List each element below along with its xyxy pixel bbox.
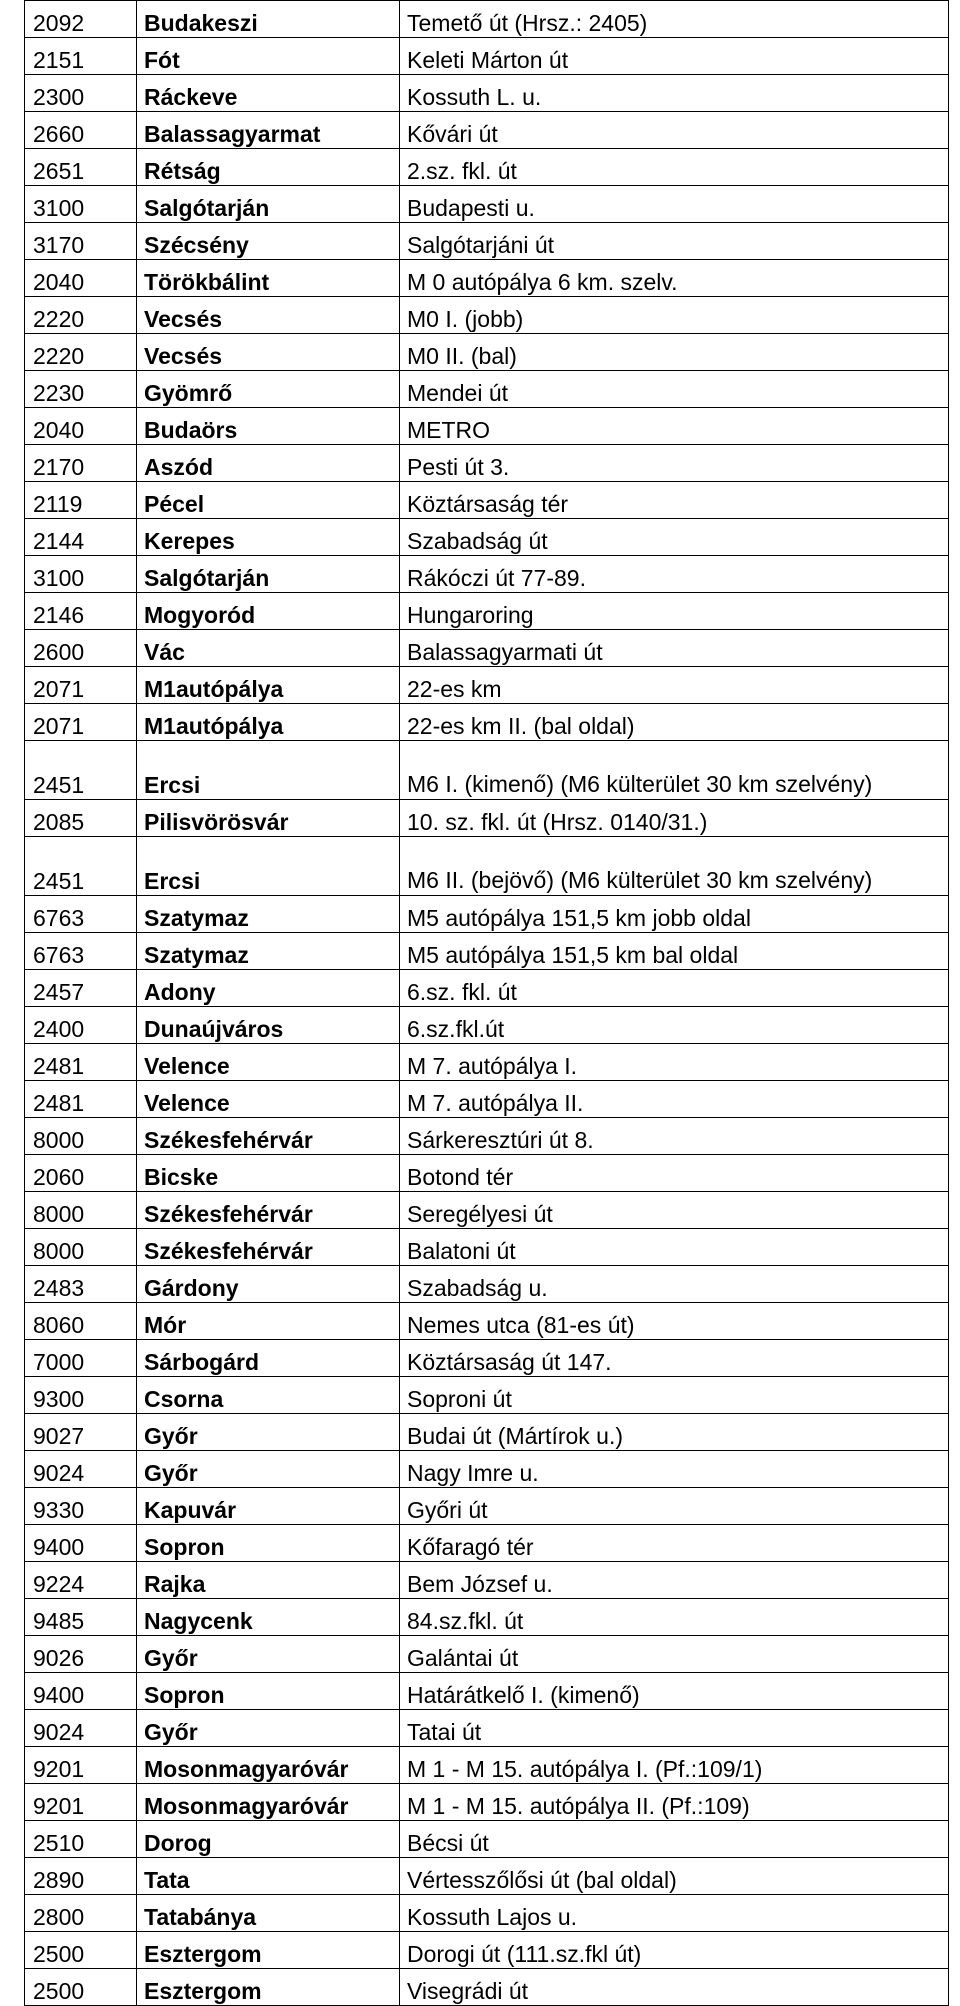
city-cell: Tatabánya (137, 1895, 400, 1932)
postal-code-cell: 8000 (25, 1118, 137, 1155)
city-cell: Esztergom (137, 1932, 400, 1969)
postal-code-cell: 2092 (25, 1, 137, 38)
address-cell: Győri út (400, 1488, 949, 1525)
city-cell: Sopron (137, 1525, 400, 1562)
address-cell: Vértesszőlősi út (bal oldal) (400, 1858, 949, 1895)
postal-code-cell: 2451 (25, 741, 137, 800)
city-cell: Fót (137, 38, 400, 75)
postal-code-cell: 2510 (25, 1821, 137, 1858)
city-cell: Pilisvörösvár (137, 800, 400, 837)
city-cell: Szatymaz (137, 896, 400, 933)
city-cell: Mogyoród (137, 593, 400, 630)
address-cell: Rákóczi út 77-89. (400, 556, 949, 593)
city-cell: Törökbálint (137, 260, 400, 297)
address-cell: Kőfaragó tér (400, 1525, 949, 1562)
postal-code-cell: 2119 (25, 482, 137, 519)
postal-code-cell: 9224 (25, 1562, 137, 1599)
address-cell: Balassagyarmati út (400, 630, 949, 667)
postal-code-cell: 6763 (25, 896, 137, 933)
postal-code-cell: 2651 (25, 149, 137, 186)
address-cell: Sárkeresztúri út 8. (400, 1118, 949, 1155)
table-row (25, 1229, 949, 1266)
postal-code-cell: 2230 (25, 371, 137, 408)
table-row (25, 837, 949, 896)
city-cell: Szécsény (137, 223, 400, 260)
postal-code-cell: 6763 (25, 933, 137, 970)
table-row (25, 186, 949, 223)
address-cell: Tatai út (400, 1710, 949, 1747)
city-cell: Pécel (137, 482, 400, 519)
city-cell: Velence (137, 1044, 400, 1081)
city-cell: Aszód (137, 445, 400, 482)
address-cell: Kossuth Lajos u. (400, 1895, 949, 1932)
city-cell: Győr (137, 1636, 400, 1673)
postal-code-cell: 3100 (25, 556, 137, 593)
table-row (25, 1636, 949, 1673)
city-cell: Esztergom (137, 1969, 400, 2006)
address-cell: 10. sz. fkl. út (Hrsz. 0140/31.) (400, 800, 949, 837)
address-cell: Köztársaság út 147. (400, 1340, 949, 1377)
table-row (25, 933, 949, 970)
address-cell: M5 autópálya 151,5 km jobb oldal (400, 896, 949, 933)
table-row (25, 1266, 949, 1303)
city-cell: Balassagyarmat (137, 112, 400, 149)
postal-code-cell: 2144 (25, 519, 137, 556)
address-cell: Salgótarjáni út (400, 223, 949, 260)
city-cell: Velence (137, 1081, 400, 1118)
table-row (25, 334, 949, 371)
address-cell: M 1 - M 15. autópálya I. (Pf.:109/1) (400, 1747, 949, 1784)
city-cell: M1autópálya (137, 667, 400, 704)
postal-code-cell: 2220 (25, 297, 137, 334)
city-cell: Budakeszi (137, 1, 400, 38)
postal-code-cell: 2040 (25, 408, 137, 445)
table-row (25, 1710, 949, 1747)
city-cell: Budaörs (137, 408, 400, 445)
postal-code-cell: 2060 (25, 1155, 137, 1192)
postal-code-cell: 9201 (25, 1784, 137, 1821)
address-cell: Kővári út (400, 112, 949, 149)
address-cell: Nagy Imre u. (400, 1451, 949, 1488)
address-cell: Pesti út 3. (400, 445, 949, 482)
address-cell: M 7. autópálya I. (400, 1044, 949, 1081)
city-cell: Székesfehérvár (137, 1229, 400, 1266)
address-cell: M6 II. (bejövő) (M6 külterület 30 km szelvény) (400, 837, 949, 896)
table-row (25, 223, 949, 260)
city-cell: Mosonmagyaróvár (137, 1747, 400, 1784)
postal-code-cell: 2085 (25, 800, 137, 837)
postal-code-cell: 9485 (25, 1599, 137, 1636)
city-cell: Győr (137, 1451, 400, 1488)
address-cell: Hungaroring (400, 593, 949, 630)
postal-code-cell: 2300 (25, 75, 137, 112)
postal-code-cell: 8060 (25, 1303, 137, 1340)
address-cell: 6.sz. fkl. út (400, 970, 949, 1007)
city-cell: Győr (137, 1710, 400, 1747)
city-cell: Dunaújváros (137, 1007, 400, 1044)
address-cell: Kossuth L. u. (400, 75, 949, 112)
city-cell: Székesfehérvár (137, 1118, 400, 1155)
postal-code-cell: 9201 (25, 1747, 137, 1784)
postal-code-cell: 3100 (25, 186, 137, 223)
table-row (25, 1118, 949, 1155)
address-cell: METRO (400, 408, 949, 445)
address-cell: Határátkelő I. (kimenő) (400, 1673, 949, 1710)
address-cell: 22-es km (400, 667, 949, 704)
address-cell: Galántai út (400, 1636, 949, 1673)
table-body (25, 1, 949, 2006)
address-cell: Dorogi út (111.sz.fkl út) (400, 1932, 949, 1969)
postal-code-cell: 2220 (25, 334, 137, 371)
location-table (24, 0, 949, 2006)
postal-code-cell: 7000 (25, 1340, 137, 1377)
postal-code-cell: 2660 (25, 112, 137, 149)
address-cell: M6 I. (kimenő) (M6 külterület 30 km szelvény) (400, 741, 949, 800)
table-row (25, 970, 949, 1007)
address-cell: Seregélyesi út (400, 1192, 949, 1229)
city-cell: Sárbogárd (137, 1340, 400, 1377)
city-cell: Ercsi (137, 837, 400, 896)
table-row (25, 519, 949, 556)
postal-code-cell: 8000 (25, 1192, 137, 1229)
postal-code-cell: 9400 (25, 1673, 137, 1710)
city-cell: Vecsés (137, 297, 400, 334)
table-row (25, 1969, 949, 2006)
table-row (25, 704, 949, 741)
address-cell: Bécsi út (400, 1821, 949, 1858)
city-cell: Mosonmagyaróvár (137, 1784, 400, 1821)
address-cell: M 7. autópálya II. (400, 1081, 949, 1118)
address-cell: 6.sz.fkl.út (400, 1007, 949, 1044)
postal-code-cell: 9300 (25, 1377, 137, 1414)
postal-code-cell: 2457 (25, 970, 137, 1007)
city-cell: Nagycenk (137, 1599, 400, 1636)
postal-code-cell: 2483 (25, 1266, 137, 1303)
table-row (25, 260, 949, 297)
postal-code-cell: 9024 (25, 1710, 137, 1747)
address-cell: M 1 - M 15. autópálya II. (Pf.:109) (400, 1784, 949, 1821)
table-row (25, 1303, 949, 1340)
postal-code-cell: 8000 (25, 1229, 137, 1266)
table-row (25, 1562, 949, 1599)
postal-code-cell: 2451 (25, 837, 137, 896)
city-cell: Kapuvár (137, 1488, 400, 1525)
city-cell: Adony (137, 970, 400, 1007)
table-row (25, 1, 949, 38)
address-cell: Budapesti u. (400, 186, 949, 223)
postal-code-cell: 9027 (25, 1414, 137, 1451)
table-row (25, 1932, 949, 1969)
table-row (25, 297, 949, 334)
city-cell: Salgótarján (137, 186, 400, 223)
city-cell: Ercsi (137, 741, 400, 800)
city-cell: Vecsés (137, 334, 400, 371)
table-row (25, 800, 949, 837)
address-cell: Temető út (Hrsz.: 2405) (400, 1, 949, 38)
address-cell: Köztársaság tér (400, 482, 949, 519)
city-cell: Salgótarján (137, 556, 400, 593)
city-cell: Ráckeve (137, 75, 400, 112)
postal-code-cell: 9024 (25, 1451, 137, 1488)
postal-code-cell: 2481 (25, 1081, 137, 1118)
postal-code-cell: 2170 (25, 445, 137, 482)
table-row (25, 112, 949, 149)
table-row (25, 1451, 949, 1488)
table-row (25, 371, 949, 408)
table-row (25, 667, 949, 704)
city-cell: Rétság (137, 149, 400, 186)
city-cell: Székesfehérvár (137, 1192, 400, 1229)
table-row (25, 896, 949, 933)
city-cell: Gyömrő (137, 371, 400, 408)
table-row (25, 1599, 949, 1636)
city-cell: Mór (137, 1303, 400, 1340)
address-cell: Nemes utca (81-es út) (400, 1303, 949, 1340)
table-row (25, 1044, 949, 1081)
address-cell: Mendei út (400, 371, 949, 408)
table-row (25, 482, 949, 519)
postal-code-cell: 2481 (25, 1044, 137, 1081)
table-row (25, 75, 949, 112)
postal-code-cell: 9026 (25, 1636, 137, 1673)
city-cell: Bicske (137, 1155, 400, 1192)
table-row (25, 630, 949, 667)
table-row (25, 149, 949, 186)
city-cell: Győr (137, 1414, 400, 1451)
address-cell: Budai út (Mártírok u.) (400, 1414, 949, 1451)
address-cell: M 0 autópálya 6 km. szelv. (400, 260, 949, 297)
table-row (25, 1340, 949, 1377)
table-row (25, 1784, 949, 1821)
city-cell: M1autópálya (137, 704, 400, 741)
address-cell: Botond tér (400, 1155, 949, 1192)
address-cell: Soproni út (400, 1377, 949, 1414)
city-cell: Sopron (137, 1673, 400, 1710)
postal-code-cell: 2800 (25, 1895, 137, 1932)
address-cell: Keleti Márton út (400, 38, 949, 75)
postal-code-cell: 2500 (25, 1969, 137, 2006)
address-cell: 2.sz. fkl. út (400, 149, 949, 186)
city-cell: Tata (137, 1858, 400, 1895)
table-row (25, 1377, 949, 1414)
city-cell: Gárdony (137, 1266, 400, 1303)
city-cell: Kerepes (137, 519, 400, 556)
table-row (25, 1747, 949, 1784)
city-cell: Dorog (137, 1821, 400, 1858)
address-cell: 84.sz.fkl. út (400, 1599, 949, 1636)
postal-code-cell: 9330 (25, 1488, 137, 1525)
address-cell: Szabadság u. (400, 1266, 949, 1303)
address-cell: Szabadság út (400, 519, 949, 556)
postal-code-cell: 2890 (25, 1858, 137, 1895)
table-row (25, 1821, 949, 1858)
table-row (25, 556, 949, 593)
postal-code-cell: 9400 (25, 1525, 137, 1562)
address-cell: Balatoni út (400, 1229, 949, 1266)
table-row (25, 1488, 949, 1525)
postal-code-cell: 2146 (25, 593, 137, 630)
postal-code-cell: 2071 (25, 704, 137, 741)
address-cell: Bem József u. (400, 1562, 949, 1599)
table-row (25, 1155, 949, 1192)
table-row (25, 1192, 949, 1229)
city-cell: Csorna (137, 1377, 400, 1414)
city-cell: Szatymaz (137, 933, 400, 970)
address-cell: Visegrádi út (400, 1969, 949, 2006)
postal-code-cell: 2600 (25, 630, 137, 667)
city-cell: Rajka (137, 1562, 400, 1599)
address-cell: M0 II. (bal) (400, 334, 949, 371)
table-row (25, 741, 949, 800)
table-row (25, 38, 949, 75)
table-row (25, 1081, 949, 1118)
table-row (25, 408, 949, 445)
table-row (25, 1673, 949, 1710)
table-row (25, 1414, 949, 1451)
city-cell: Vác (137, 630, 400, 667)
postal-code-cell: 2500 (25, 1932, 137, 1969)
table-row (25, 1895, 949, 1932)
address-cell: M0 I. (jobb) (400, 297, 949, 334)
address-cell: 22-es km II. (bal oldal) (400, 704, 949, 741)
table-row (25, 445, 949, 482)
table-row (25, 1007, 949, 1044)
postal-code-cell: 2151 (25, 38, 137, 75)
postal-code-cell: 2400 (25, 1007, 137, 1044)
table-row (25, 593, 949, 630)
table-row (25, 1858, 949, 1895)
postal-code-cell: 2071 (25, 667, 137, 704)
table-row (25, 1525, 949, 1562)
postal-code-cell: 3170 (25, 223, 137, 260)
postal-code-cell: 2040 (25, 260, 137, 297)
address-cell: M5 autópálya 151,5 km bal oldal (400, 933, 949, 970)
